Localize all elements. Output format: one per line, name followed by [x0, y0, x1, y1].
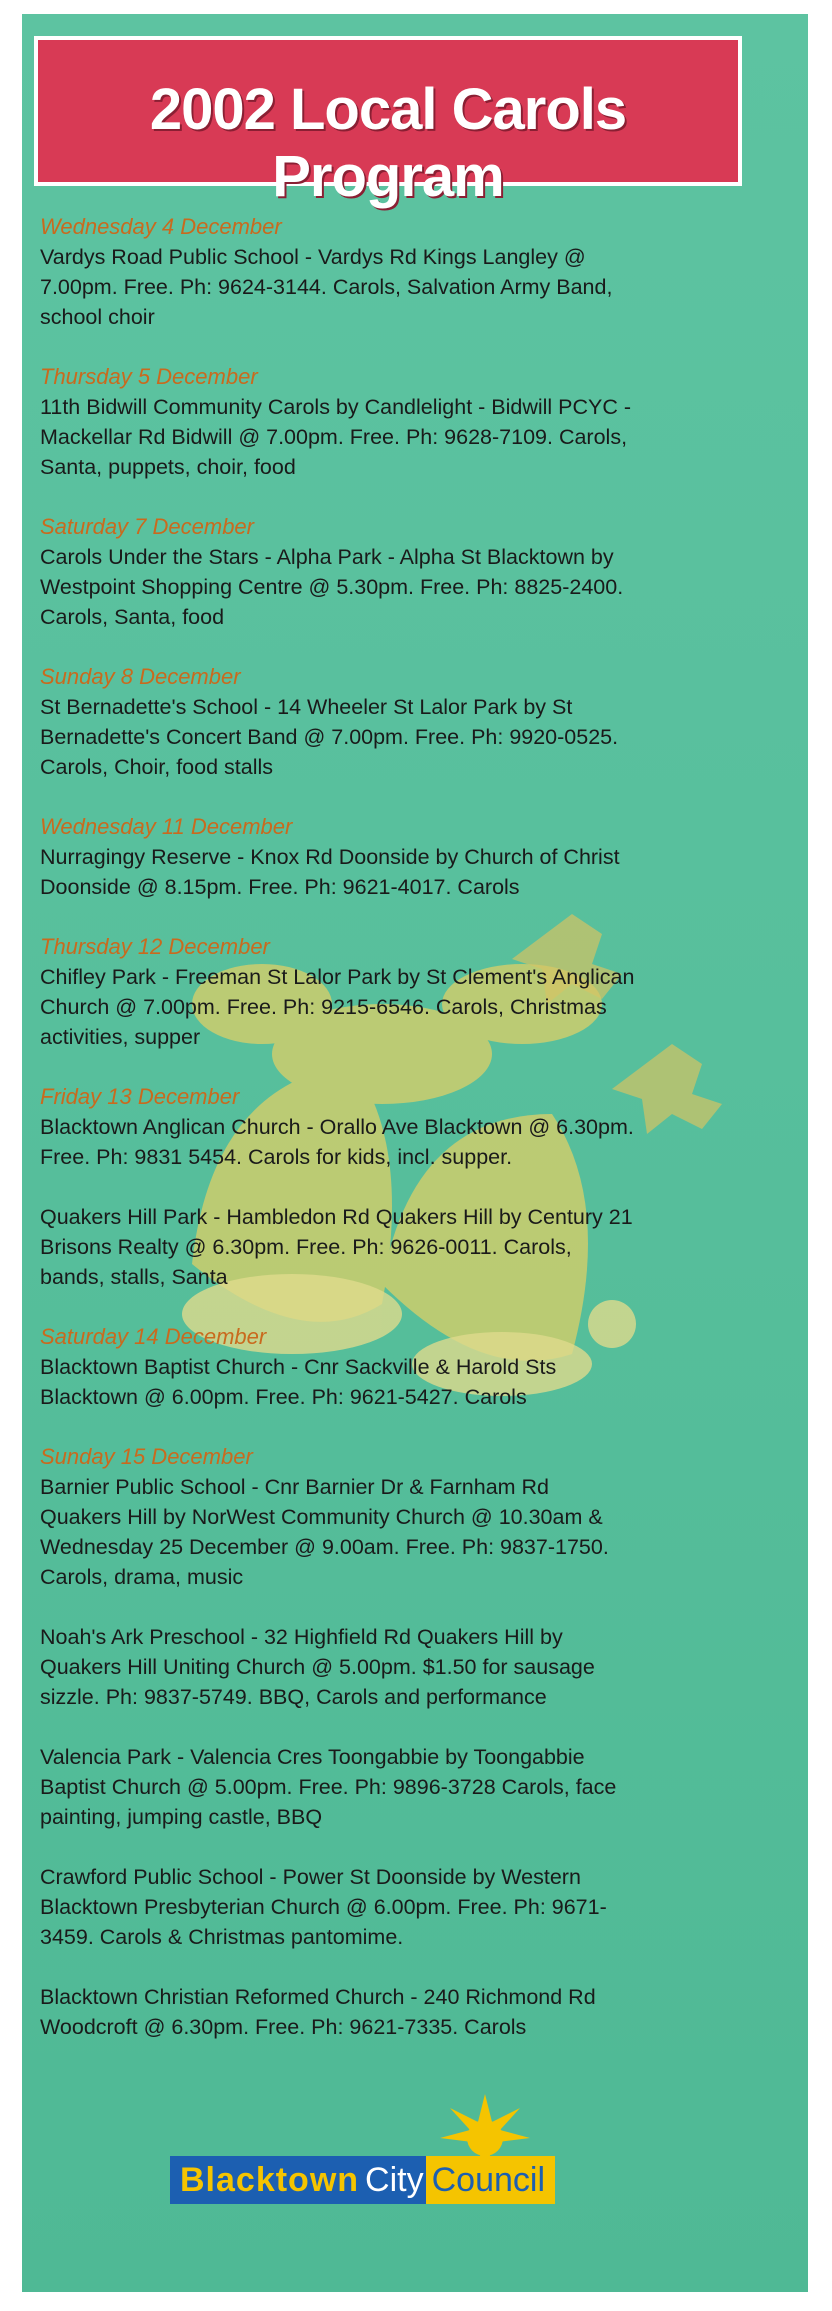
- event-date: Sunday 8 December: [40, 664, 241, 689]
- event-line: 7.00pm. Free. Ph: 9624-3144. Carols, Salvation Army Band,: [40, 275, 613, 299]
- event-line: sizzle. Ph: 9837-5749. BBQ, Carols and performance: [40, 1685, 547, 1709]
- event-description: [40, 1742, 768, 1832]
- event-line: school choir: [40, 305, 155, 329]
- event-date: Thursday 5 December: [40, 364, 258, 389]
- event-entry: [40, 1202, 768, 1292]
- event-date: Thursday 12 December: [40, 934, 270, 959]
- event-description: [40, 392, 768, 482]
- event-line: Nurragingy Reserve - Knox Rd Doonside by Church of Christ: [40, 845, 620, 869]
- event-line: St Bernadette's School - 14 Wheeler St Lalor Park by St: [40, 695, 573, 719]
- event-date: Saturday 7 December: [40, 514, 254, 539]
- event-entry: [40, 1622, 768, 1712]
- title-banner: [34, 36, 742, 209]
- event-line: Carols, drama, music: [40, 1565, 244, 1589]
- event-description: [40, 1622, 768, 1712]
- event-description: [40, 1202, 768, 1292]
- event-line: Woodcroft @ 6.30pm. Free. Ph: 9621-7335. Carols: [40, 2015, 527, 2039]
- event-line: Blacktown Christian Reformed Church - 240 Richmond Rd: [40, 1985, 596, 2009]
- event-line: painting, jumping castle, BBQ: [40, 1805, 323, 1829]
- event-line: bands, stalls, Santa: [40, 1265, 228, 1289]
- event-line: Baptist Church @ 5.00pm. Free. Ph: 9896-3728 Carols, face: [40, 1775, 617, 1799]
- event-line: Valencia Park - Valencia Cres Toongabbie by Toongabbie: [40, 1745, 585, 1769]
- event-line: 11th Bidwill Community Carols by Candlelight - Bidwill PCYC -: [40, 395, 632, 419]
- event-entry: [40, 1982, 768, 2042]
- event-entry: [40, 1322, 768, 1412]
- event-entry: [40, 1742, 768, 1832]
- council-wordmark: [170, 2156, 630, 2204]
- event-description: [40, 242, 768, 332]
- logo-text-blacktown: Blacktown: [170, 2156, 365, 2204]
- event-date: Friday 13 December: [40, 1084, 240, 1109]
- event-line: Quakers Hill Uniting Church @ 5.00pm. $1.50 for sausage: [40, 1655, 595, 1679]
- event-description: [40, 1472, 768, 1592]
- event-line: Mackellar Rd Bidwill @ 7.00pm. Free. Ph: 9628-7109. Carols,: [40, 425, 628, 449]
- event-line: Free. Ph: 9831 5454. Carols for kids, incl. supper.: [40, 1145, 513, 1169]
- event-line: Carols, Santa, food: [40, 605, 225, 629]
- event-line: Doonside @ 8.15pm. Free. Ph: 9621-4017. Carols: [40, 875, 520, 899]
- event-entry: [40, 212, 768, 332]
- event-line: Wednesday 25 December @ 9.00am. Free. Ph: 9837-1750.: [40, 1535, 609, 1559]
- event-line: Blacktown @ 6.00pm. Free. Ph: 9621-5427. Carols: [40, 1385, 527, 1409]
- event-description: [40, 1982, 768, 2042]
- event-line: Bernadette's Concert Band @ 7.00pm. Free. Ph: 9920-0525.: [40, 725, 619, 749]
- event-line: Carols, Choir, food stalls: [40, 755, 274, 779]
- flyer-sheet: [22, 14, 808, 2292]
- event-date: Wednesday 4 December: [40, 214, 282, 239]
- event-line: Barnier Public School - Cnr Barnier Dr & Farnham Rd: [40, 1475, 550, 1499]
- event-date: Sunday 15 December: [40, 1444, 253, 1469]
- event-line: Blacktown Baptist Church - Cnr Sackville & Harold Sts: [40, 1355, 557, 1379]
- event-entry: [40, 1862, 768, 1952]
- event-description: [40, 842, 768, 902]
- event-line: Brisons Realty @ 6.30pm. Free. Ph: 9626-0011. Carols,: [40, 1235, 572, 1259]
- event-line: Westpoint Shopping Centre @ 5.30pm. Free. Ph: 8825-2400.: [40, 575, 624, 599]
- page-title: 2002 Local Carols Program: [149, 77, 627, 209]
- event-line: Blacktown Anglican Church - Orallo Ave Blacktown @ 6.30pm.: [40, 1115, 634, 1139]
- event-date: Wednesday 11 December: [40, 814, 293, 839]
- logo-text-city: City: [365, 2156, 426, 2204]
- event-description: [40, 1352, 768, 1412]
- event-description: [40, 1112, 768, 1172]
- council-logo: [170, 2094, 630, 2204]
- event-line: Chifley Park - Freeman St Lalor Park by St Clement's Anglican: [40, 965, 635, 989]
- event-description: [40, 1862, 768, 1952]
- event-line: Church @ 7.00pm. Free. Ph: 9215-6546. Carols, Christmas: [40, 995, 607, 1019]
- event-entry: [40, 1082, 768, 1172]
- event-line: Blacktown Presbyterian Church @ 6.00pm. Free. Ph: 9671-: [40, 1895, 607, 1919]
- event-description: [40, 962, 768, 1052]
- event-line: Carols Under the Stars - Alpha Park - Alpha St Blacktown by: [40, 545, 614, 569]
- event-line: Vardys Road Public School - Vardys Rd Kings Langley @: [40, 245, 586, 269]
- event-description: [40, 692, 768, 782]
- event-description: [40, 542, 768, 632]
- event-line: Quakers Hill Park - Hambledon Rd Quakers Hill by Century 21: [40, 1205, 633, 1229]
- event-entry: [40, 512, 768, 632]
- event-entry: [40, 662, 768, 782]
- event-line: Noah's Ark Preschool - 32 Highfield Rd Quakers Hill by: [40, 1625, 563, 1649]
- event-line: Santa, puppets, choir, food: [40, 455, 296, 479]
- event-line: 3459. Carols & Christmas pantomime.: [40, 1925, 404, 1949]
- event-entry: [40, 362, 768, 482]
- event-entry: [40, 1442, 768, 1592]
- event-line: Crawford Public School - Power St Doonside by Western: [40, 1865, 581, 1889]
- event-entry: [40, 932, 768, 1052]
- event-entry: [40, 812, 768, 902]
- carols-event-list: [40, 212, 768, 2072]
- event-line: activities, supper: [40, 1025, 201, 1049]
- sun-icon: [440, 2094, 530, 2164]
- logo-text-council: Council: [426, 2156, 555, 2204]
- event-line: Quakers Hill by NorWest Community Church @ 10.30am &: [40, 1505, 603, 1529]
- event-date: Saturday 14 December: [40, 1324, 267, 1349]
